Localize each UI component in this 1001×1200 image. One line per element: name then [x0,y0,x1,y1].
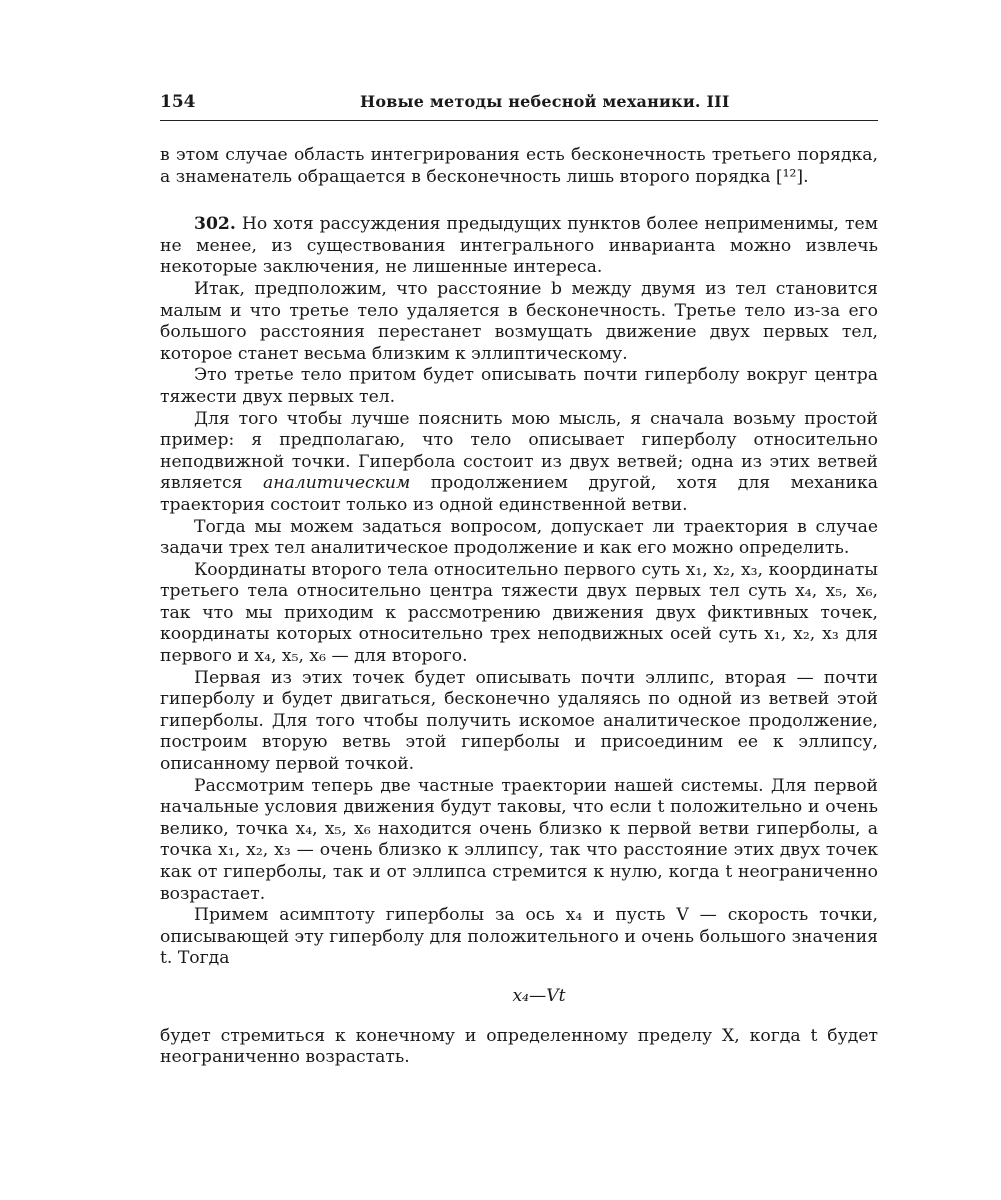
emphasis: аналитическим [262,473,411,494]
paragraph-302 [160,214,878,279]
paragraph: Первая из этих точек будет описывать почти эллипс, вторая — почти гиперболу и будет двигаться, бесконечно удаляясь по одной из ветвей этой гиперболы. Для того чтобы получить искомое аналитическое продолжение, построим вторую ветвь этой гиперболы и присоединим ее к эллипсу, описанному первой точкой. [160,667,878,775]
section-gap [160,188,878,214]
paragraph [160,409,878,517]
paragraph-302-text: Но хотя рассуждения предыдущих пунктов более неприменимы, тем не менее, из существования интегрального инварианта можно извлечь некоторые заключения, не лишенные интереса. [160,214,878,278]
page-number: 154 [160,92,196,112]
paragraph: Рассмотрим теперь две частные траектории нашей системы. Для первой начальные условия движения будут таковы, что если t положительно и очень велико, точка x₄, x₅, x₆ находится очень близко к первой ветви гиперболы, а точка x₁, x₂, x₃ — очень близко к эллипсу, так что расстояние этих двух точек как от гиперболы, так и от эллипса стремится к нулю, когда t неограниченно возрастает. [160,775,878,904]
paragraph: Итак, предположим, что расстояние b между двумя из тел становится малым и что третье тело удаляется в бесконечность. Третье тело из-за его большого расстояния перестанет возмущать движение двух первых тел, которое станет весьма близким к эллиптическому. [160,278,878,364]
paragraph-text: продолжением другой, хотя для механика траектория состоит только из одной единственной ветви. [160,473,878,515]
section-number: 302. [194,214,236,235]
paragraph: Примем асимптоту гиперболы за ось x₄ и пусть V — скорость точки, описывающей эту гиперболу для положительного и очень большого значения t. Тогда [160,905,878,969]
paragraph: Это третье тело притом будет описывать почти гиперболу вокруг центра тяжести двух первых тел. [160,365,878,407]
page-body [160,145,878,1069]
paragraph-continuation: будет стремиться к конечному и определенному пределу X, когда t будет неограниченно возрастать. [160,1025,878,1068]
paragraph-continuation: в этом случае область интегрирования есть бесконечность третьего порядка, а знаменатель обращается в бесконечность лишь второго порядка [¹²]. [160,145,878,187]
running-title: Новые методы небесной механики. III [360,92,730,111]
paragraph-text: Для того чтобы лучше пояснить мою мысль, я сначала возьму простой пример: я предполагаю, что тело описывает гиперболу относительно неподвижной точки. Гипербола состоит из двух ветвей; одна из этих ветвей является [160,408,878,494]
page-header [160,92,878,121]
paragraph: Координаты второго тела относительно первого суть x₁, x₂, x₃, координаты третьего тела относительно центра тяжести двух первых тел суть x₄, x₅, x₆, так что мы приходим к рассмотрению движения двух фиктивных точек, координаты которых относительно трех неподвижных осей суть x₁, x₂, x₃ для первого и x₄, x₅, x₆ — для второго. [160,559,878,667]
paragraph: Тогда мы можем задаться вопросом, допускает ли траектория в случае задачи трех тел аналитическое продолжение и как его можно определить. [160,516,878,559]
formula: x₄—Vt [512,985,566,1006]
